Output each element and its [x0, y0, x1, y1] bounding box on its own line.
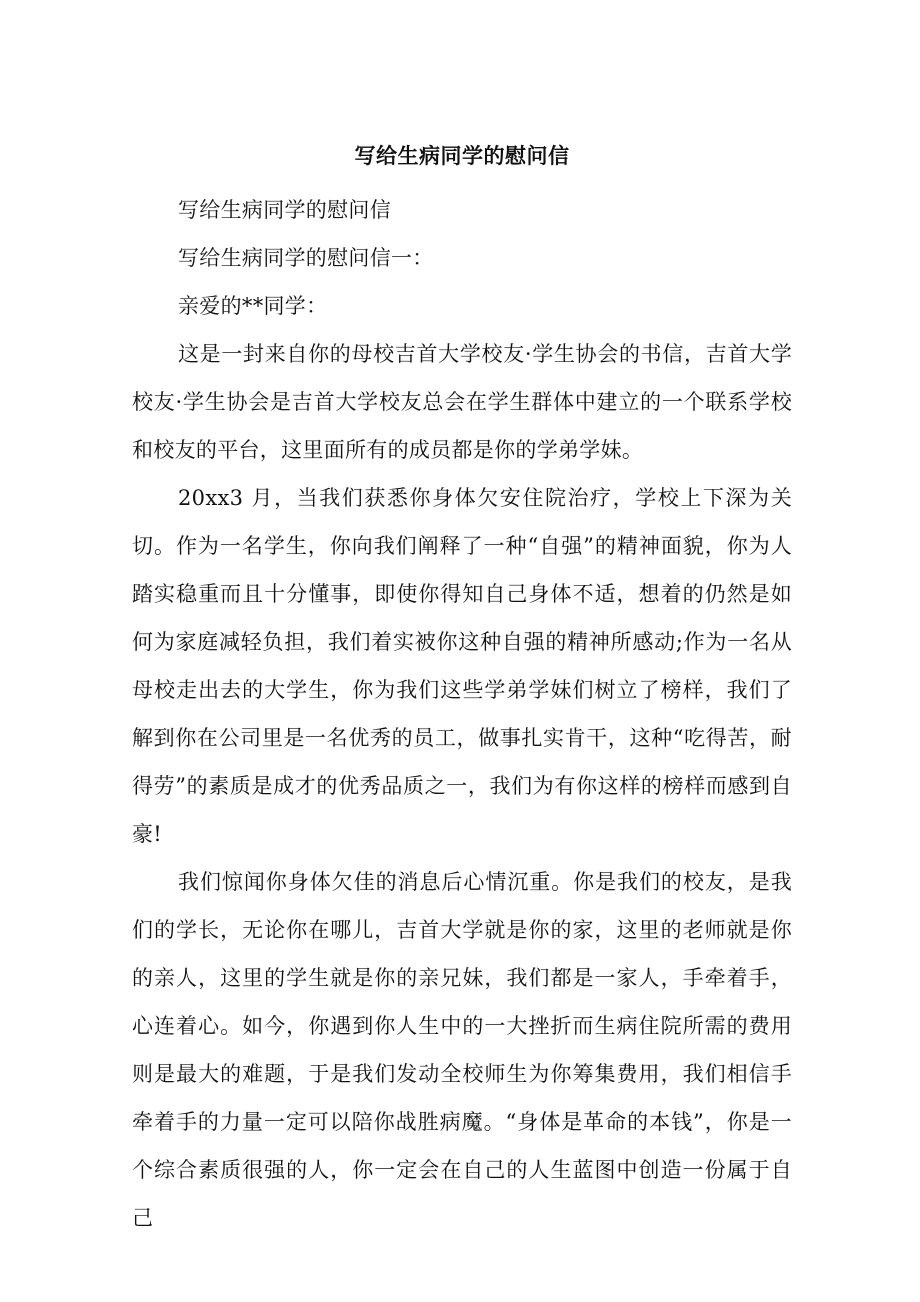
paragraph-subheading: 写给生病同学的慰问信一： — [178, 246, 434, 270]
paragraph-body-2: 我们惊闻你身体欠佳的消息后心情沉重。你是我们的校友，是我们的学长，无论你在哪儿，吉首大学就是你的家，这里的老师就是你的亲人，这里的学生就是你的亲兄妹，我们都是一家人，手牵着手，心连着心。如今，你遇到你人生中的一大挫折而生病住院所需的费用则是最大的难题，于是我们发动全校师生为你筹集费用，我们相信手牵着手的力量一定可以陪你战胜病魔。“身体是革命的本钱”，你是一个综合素质很强的人，你一定会在自己的人生蓝图中创造一份属于自己 — [132, 870, 792, 1230]
paragraph-intro: 这是一封来自你的母校吉首大学校友·学生协会的书信，吉首大学校友·学生协会是吉首大学校友总会在学生群体中建立的一个联系学校和校友的平台，这里面所有的成员都是你的学弟学妹。 — [132, 342, 792, 462]
paragraph-body-1: 20xx3 月，当我们获悉你身体欠安住院治疗，学校上下深为关切。作为一名学生，你向我们阐释了一种“自强”的精神面貌，你为人踏实稳重而且十分懂事，即使你得知自己身体不适，想着的仍然是如何为家庭减轻负担，我们着实被你这种自强的精神所感动;作为一名从母校走出去的大学生，你为我们这些学弟学妹们树立了榜样，我们了解到你在公司里是一名优秀的员工，做事扎实肯干，这种“吃得苦，耐得劳”的素质是成才的优秀品质之一，我们为有你这样的榜样而感到自豪! — [132, 486, 792, 846]
document-title: 写给生病同学的慰问信 — [354, 143, 570, 168]
paragraph-heading: 写给生病同学的慰问信 — [178, 198, 391, 222]
document-page — [132, 140, 792, 1242]
paragraph-salutation: 亲爱的**同学： — [178, 294, 328, 318]
